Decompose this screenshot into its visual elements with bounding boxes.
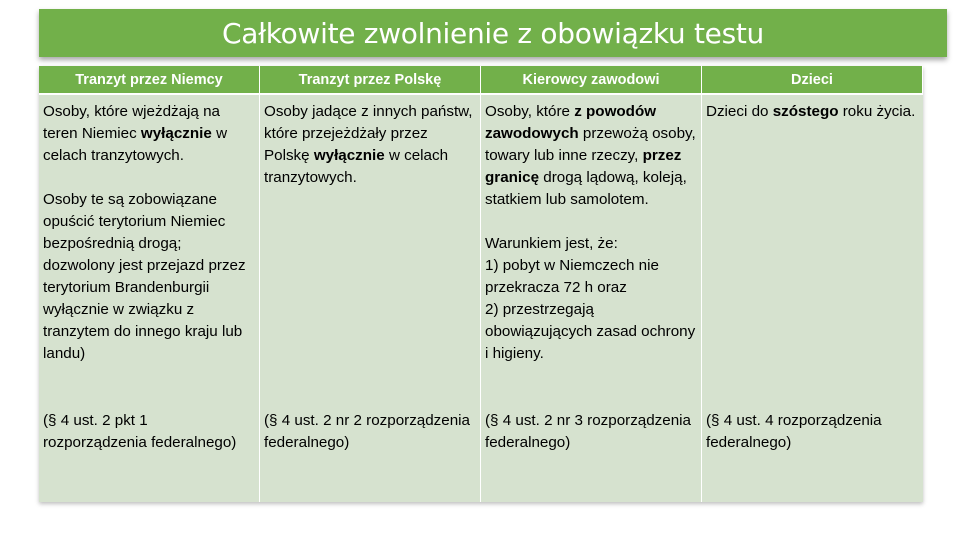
bold-text: wyłącznie <box>313 147 385 164</box>
bold-text: z powodów zawodowych <box>485 103 657 142</box>
paragraph <box>264 101 476 189</box>
cell-professional-drivers <box>481 95 702 502</box>
header-children: Dzieci <box>702 66 923 95</box>
text: Osoby, które <box>485 103 575 120</box>
bold-text: wyłącznie <box>140 125 212 142</box>
text: 2) przestrzegają obowiązujących zasad ochrony i higieny. <box>485 301 696 362</box>
paragraph <box>43 101 255 167</box>
text: w celach tranzytowych. <box>43 125 228 164</box>
slide-title: Całkowite zwolnienie z obowiązku testu <box>222 16 764 50</box>
paragraph <box>485 101 697 211</box>
text: roku życia. <box>838 103 916 120</box>
paragraph: Osoby te są zobowiązane opuścić terytorium Niemiec bezpośrednią drogą; dozwolony jest przejazd przez terytorium Brandenburgii wyłącznie w związku z tranzytem do innego kraju lub landu) <box>43 191 246 362</box>
legal-citation: (§ 4 ust. 4 rozporządzenia federalnego) <box>706 412 882 451</box>
legal-citation: (§ 4 ust. 2 nr 2 rozporządzenia federalnego) <box>264 412 470 451</box>
exemptions-table <box>39 66 923 502</box>
text: Osoby jadące z innych państw, które przejeżdżały przez Polskę <box>264 103 473 164</box>
slide-title-bar <box>39 9 947 57</box>
cell-body <box>706 101 919 123</box>
bold-text: szóstego <box>772 103 839 120</box>
header-transit-poland: Tranzyt przez Polskę <box>260 66 481 95</box>
text: przewożą osoby, towary lub inne rzeczy, <box>485 125 696 164</box>
text: 1) pobyt w Niemczech nie przekracza 72 h oraz <box>485 257 659 296</box>
text: Osoby, które wjeżdżają na teren Niemiec <box>43 103 220 142</box>
text: drogą lądową, koleją, statkiem lub samolotem. <box>485 169 687 208</box>
cell-transit-germany <box>39 95 260 502</box>
cell-body <box>264 101 476 189</box>
cell-body <box>43 101 255 365</box>
text: w celach tranzytowych. <box>264 147 449 186</box>
header-professional-drivers: Kierowcy zawodowi <box>481 66 702 95</box>
paragraph <box>706 101 919 123</box>
bold-text: przez granicę <box>485 147 682 186</box>
legal-citation: (§ 4 ust. 2 nr 3 rozporządzenia federalnego) <box>485 412 691 451</box>
legal-citation: (§ 4 ust. 2 pkt 1 rozporządzenia federalnego) <box>43 412 237 451</box>
text: Warunkiem jest, że: <box>485 235 618 252</box>
cell-children <box>702 95 923 502</box>
text: Dzieci do <box>706 103 773 120</box>
header-transit-germany: Tranzyt przez Niemcy <box>39 66 260 95</box>
paragraph <box>485 233 697 365</box>
cell-body <box>485 101 697 365</box>
cell-transit-poland <box>260 95 481 502</box>
